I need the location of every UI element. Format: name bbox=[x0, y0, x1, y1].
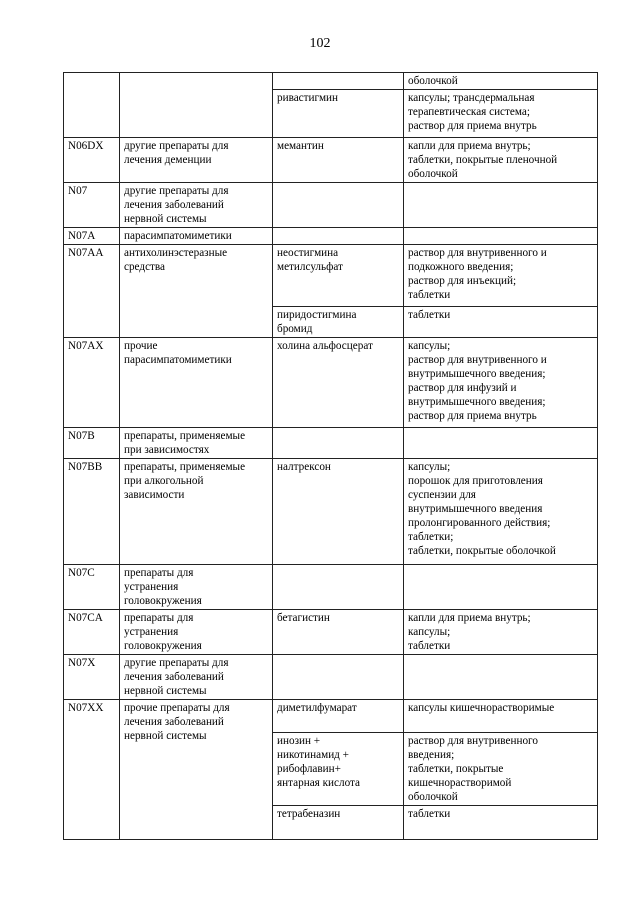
atc-code-cell: N07XX bbox=[64, 700, 120, 840]
page-number: 102 bbox=[309, 36, 331, 51]
drug-name-cell: тетрабеназин bbox=[273, 806, 404, 840]
drug-name-cell: налтрексон bbox=[273, 459, 404, 565]
group-name-cell: другие препараты для лечения заболеваний нервной системы bbox=[120, 655, 273, 700]
dosage-form-cell: раствор для внутривенного и подкожного введения; раствор для инъекций; таблетки bbox=[404, 245, 598, 307]
group-name-cell: препараты для устранения головокружения bbox=[120, 610, 273, 655]
atc-code-cell: N07A bbox=[64, 228, 120, 245]
table-row bbox=[64, 428, 598, 459]
table-row bbox=[64, 655, 598, 700]
atc-code-cell: N07 bbox=[64, 183, 120, 228]
atc-code-cell: N07X bbox=[64, 655, 120, 700]
group-name-cell: препараты для устранения головокружения bbox=[120, 565, 273, 610]
dosage-form-cell: капсулы; трансдермальная терапевтическая система; раствор для приема внутрь bbox=[404, 90, 598, 138]
atc-code-cell: N06DX bbox=[64, 138, 120, 183]
atc-code-cell bbox=[64, 73, 120, 138]
group-name-cell: препараты, применяемые при алкогольной зависимости bbox=[120, 459, 273, 565]
atc-code-cell: N07AA bbox=[64, 245, 120, 338]
dosage-form-cell bbox=[404, 565, 598, 610]
atc-code-cell: N07B bbox=[64, 428, 120, 459]
table-row bbox=[64, 610, 598, 655]
group-name-cell: другие препараты для лечения деменции bbox=[120, 138, 273, 183]
atc-code-cell: N07C bbox=[64, 565, 120, 610]
drug-name-cell bbox=[273, 228, 404, 245]
drug-name-cell bbox=[273, 655, 404, 700]
group-name-cell: парасимпатомиметики bbox=[120, 228, 273, 245]
drug-classification-table bbox=[63, 72, 598, 840]
drug-name-cell bbox=[273, 73, 404, 90]
group-name-cell: антихолинэстеразные средства bbox=[120, 245, 273, 338]
dosage-form-cell: оболочкой bbox=[404, 73, 598, 90]
group-name-cell: другие препараты для лечения заболеваний нервной системы bbox=[120, 183, 273, 228]
drug-name-cell bbox=[273, 183, 404, 228]
drug-name-cell bbox=[273, 565, 404, 610]
drug-name-cell: инозин + никотинамид + рибофлавин+ янтарная кислота bbox=[273, 733, 404, 806]
dosage-form-cell: таблетки bbox=[404, 806, 598, 840]
table-row bbox=[64, 228, 598, 245]
table-row bbox=[64, 183, 598, 228]
drug-name-cell: пиридостигмина бромид bbox=[273, 307, 404, 338]
drug-name-cell: мемантин bbox=[273, 138, 404, 183]
table-row bbox=[64, 338, 598, 428]
drug-name-cell: диметилфумарат bbox=[273, 700, 404, 733]
dosage-form-cell: капсулы; раствор для внутривенного и внутримышечного введения; раствор для инфузий и внутримышечного введения; раствор для приема внутрь bbox=[404, 338, 598, 428]
drug-name-cell bbox=[273, 428, 404, 459]
dosage-form-cell bbox=[404, 228, 598, 245]
dosage-form-cell bbox=[404, 428, 598, 459]
drug-name-cell: холина альфосцерат bbox=[273, 338, 404, 428]
group-name-cell bbox=[120, 73, 273, 138]
table-row bbox=[64, 700, 598, 733]
group-name-cell: прочие препараты для лечения заболеваний нервной системы bbox=[120, 700, 273, 840]
drug-name-cell: бетагистин bbox=[273, 610, 404, 655]
table-row bbox=[64, 138, 598, 183]
group-name-cell: препараты, применяемые при зависимостях bbox=[120, 428, 273, 459]
dosage-form-cell: капсулы; порошок для приготовления суспензии для внутримышечного введения пролонгированного действия; таблетки; таблетки, покрытые оболочкой bbox=[404, 459, 598, 565]
table-row bbox=[64, 565, 598, 610]
group-name-cell: прочие парасимпатомиметики bbox=[120, 338, 273, 428]
dosage-form-cell: капли для приема внутрь; таблетки, покрытые пленочной оболочкой bbox=[404, 138, 598, 183]
dosage-form-cell: капли для приема внутрь; капсулы; таблетки bbox=[404, 610, 598, 655]
drug-name-cell: ривастигмин bbox=[273, 90, 404, 138]
dosage-form-cell bbox=[404, 183, 598, 228]
drug-name-cell: неостигмина метилсульфат bbox=[273, 245, 404, 307]
dosage-form-cell: капсулы кишечнорастворимые bbox=[404, 700, 598, 733]
table-row bbox=[64, 245, 598, 307]
dosage-form-cell: раствор для внутривенного введения; таблетки, покрытые кишечнорастворимой оболочкой bbox=[404, 733, 598, 806]
dosage-form-cell: таблетки bbox=[404, 307, 598, 338]
dosage-form-cell bbox=[404, 655, 598, 700]
table-row bbox=[64, 459, 598, 565]
table-row bbox=[64, 73, 598, 90]
atc-code-cell: N07BB bbox=[64, 459, 120, 565]
atc-code-cell: N07AX bbox=[64, 338, 120, 428]
atc-code-cell: N07CA bbox=[64, 610, 120, 655]
